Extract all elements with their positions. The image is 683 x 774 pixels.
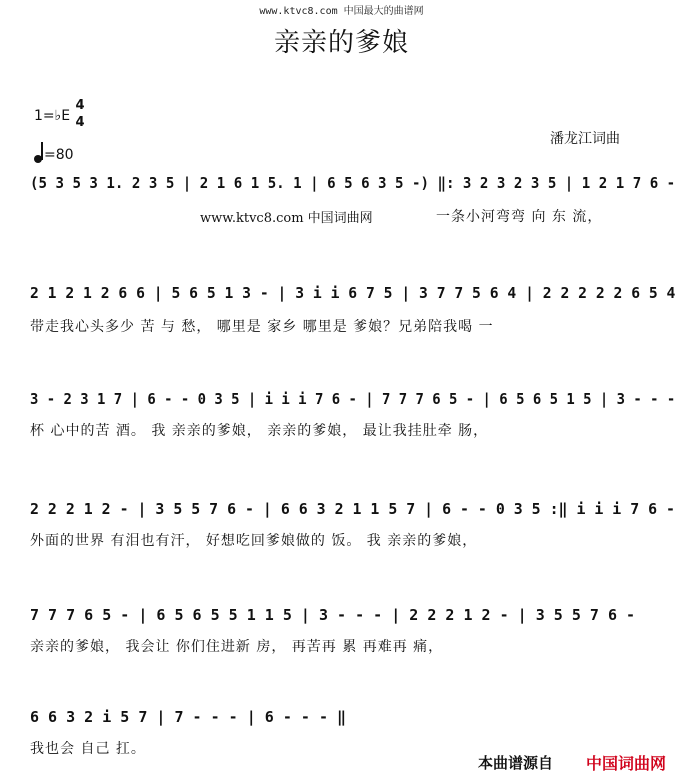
lyric-row-2: 带走我心头多少 苦 与 愁， 哪里是 家乡 哪里是 爹娘？兄弟陪我喝 一 <box>30 319 494 335</box>
notation-row-5: 7 7 7 6 5 - | 6 5 6 5 5 1 1 5 | 3 - - - | 2 2 2 1 2 - | 3 5 5 7 6 - <box>30 606 636 624</box>
source-label: 本曲谱源自 <box>478 754 554 772</box>
time-signature-top: 4 <box>75 98 85 113</box>
brand-logo-text: 中国词曲网 <box>586 754 667 773</box>
lyric-row-5: 亲亲的爹娘， 我会让 你们住进新 房， 再苦再 累 再难再 痛， <box>30 639 444 655</box>
notation-row-4: 2 2 2 1 2 - | 3 5 5 7 6 - | 6 6 3 2 1 1 5 7 | 6 - - 0 3 5 :‖ i i i 7 6 - <box>30 500 676 518</box>
lyric-row-3: 杯 心中的苦 酒。 我 亲亲的爹娘， 亲亲的爹娘， 最让我挂肚牵 肠， <box>30 423 489 439</box>
composer-credit: 潘龙江词曲 <box>550 131 620 147</box>
lyric-row-1: 一条小河弯弯 向 东 流， <box>436 209 603 225</box>
notation-row-6: 6 6 3 2 i 5 7 | 7 - - - | 6 - - - ‖ <box>30 708 347 726</box>
song-title: 亲亲的爹娘 <box>273 28 409 58</box>
lyric-row-6: 我也会 自己 扛。 <box>30 741 146 757</box>
site-header: www.ktvc8.com 中国最大的曲谱网 <box>259 6 424 17</box>
time-signature-bottom: 4 <box>75 115 85 130</box>
notation-row-1: (5 3 5 3 1. 2 3 5 | 2 1 6 1 5. 1 | 6 5 6 3 5 -) ‖: 3 2 3 2 3 5 | 1 2 1 7 6 - <box>30 174 676 192</box>
lyric-row-4: 外面的世界 有泪也有汗， 好想吃回爹娘做的 饭。 我 亲亲的爹娘， <box>30 533 478 549</box>
tempo-mark: =80 <box>44 147 74 163</box>
key-signature: 1=♭E <box>34 108 71 124</box>
watermark: www.ktvc8.com 中国词曲网 <box>200 211 373 226</box>
note-stem <box>41 142 43 160</box>
notation-row-2: 2 1 2 1 2 6 6 | 5 6 5 1 3 - | 3 i i 6 7 5 | 3 7 7 5 6 4 | 2 2 2 2 2 6 5 4 <box>30 284 676 302</box>
notation-row-3: 3 - 2 3 1 7 | 6 - - 0 3 5 | i i i 7 6 - | 7 7 7 6 5 - | 6 5 6 5 1 5 | 3 - - - <box>30 390 676 408</box>
